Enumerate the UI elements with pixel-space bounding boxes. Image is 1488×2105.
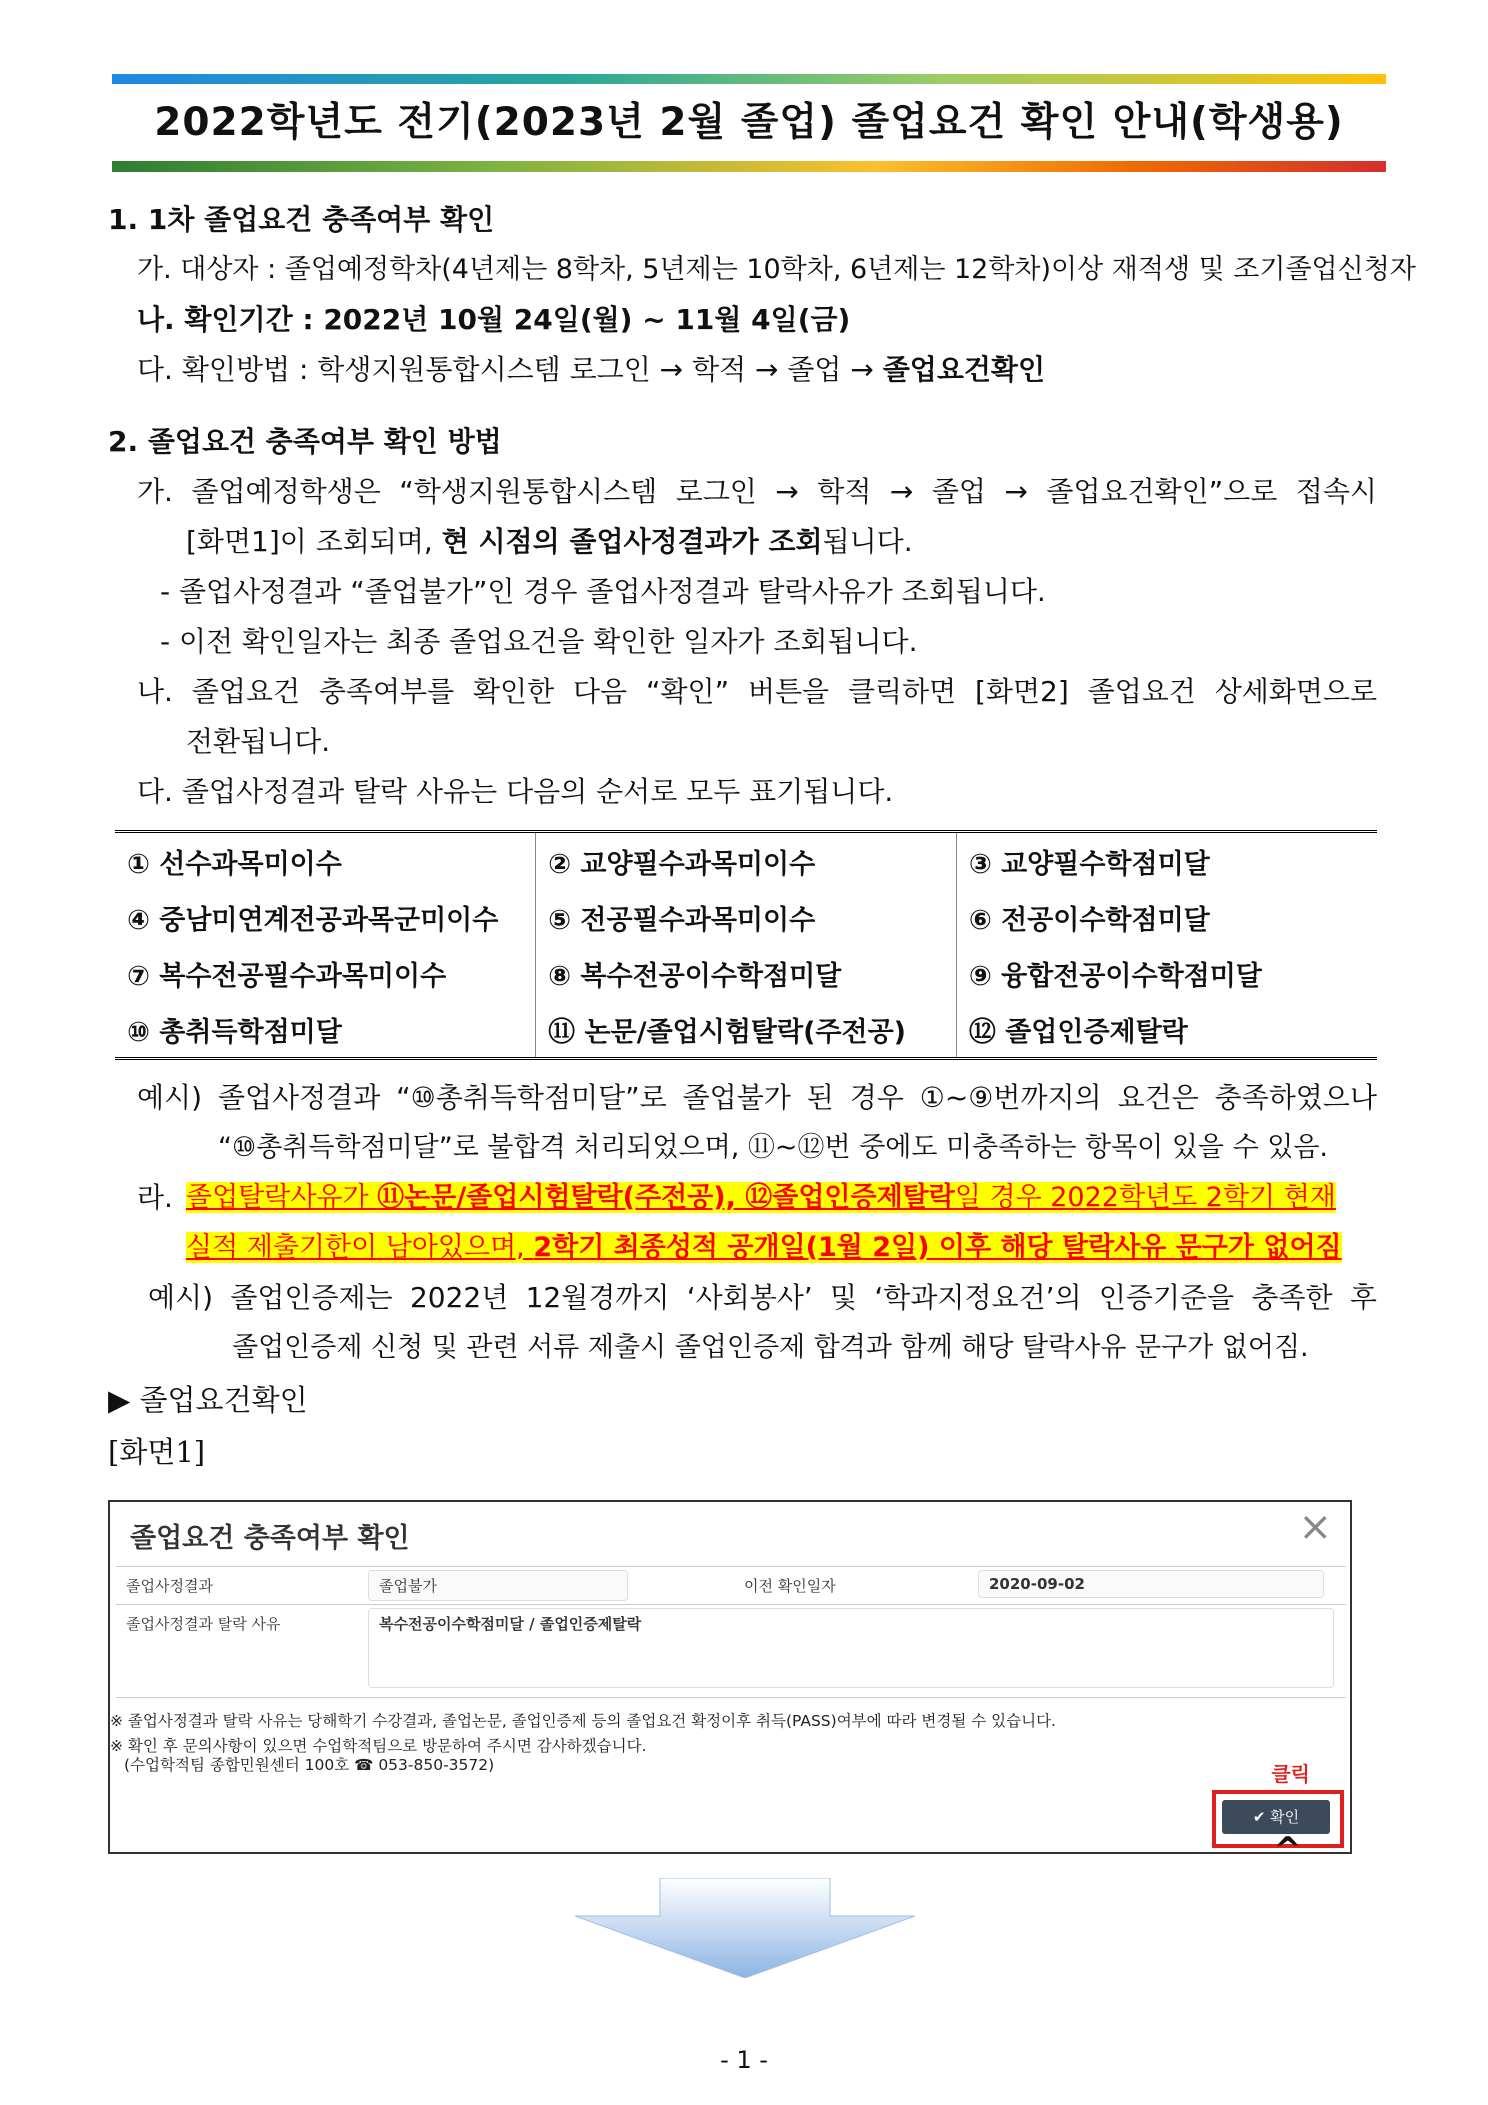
reason-label: 졸업사정결과 탈락 사유 <box>126 1615 281 1633</box>
close-icon[interactable]: × <box>1298 1504 1332 1550</box>
section2-heading: 2. 졸업요건 충족여부 확인 방법 <box>108 425 502 458</box>
example1-line1: 예시) 졸업사정결과 “⑩총취득학점미달”로 졸업불가 된 경우 ①~⑨번까지의 요건은 충족하였으나 <box>137 1081 1377 1114</box>
table-row <box>115 832 1377 890</box>
requirement-cell: ③ 교양필수학점미달 <box>956 832 1377 890</box>
section1-method-text: 다. 확인방법 : 학생지원통합시스템 로그인 → 학적 → 졸업 → <box>137 353 883 386</box>
note-line: (수업학적팀 종합민원센터 100호 ☎ 053-850-3572) <box>124 1756 495 1774</box>
prev-date-field: 2020-09-02 <box>978 1570 1324 1598</box>
section2-ga-line2: [화면1]이 조회되며, 현 시점의 졸업사정결과가 조회됩니다. <box>186 525 913 558</box>
requirements-table <box>115 830 1377 1060</box>
section1-method <box>137 346 1045 394</box>
example2-line1: 예시) 졸업인증제는 2022년 12월경까지 ‘사회봉사’ 및 ‘학과지정요건’의 인증기준을 충족한 후 <box>148 1281 1377 1314</box>
confirm-button[interactable]: ✔ 확인 <box>1222 1800 1330 1834</box>
prev-date-label: 이전 확인일자 <box>744 1577 836 1595</box>
document-title: 2022학년도 전기(2023년 2월 졸업) 졸업요건 확인 안내(학생용) <box>154 100 1344 145</box>
section1-target: 가. 대상자 : 졸업예정학차(4년제는 8학차, 5년제는 10학차, 6년제는 12학차)이상 재적생 및 조기졸업신청자 <box>137 254 1416 285</box>
table-row <box>115 1001 1377 1059</box>
requirement-cell: ⑧ 복수전공이수학점미달 <box>536 945 957 1001</box>
section2-ga-line1: 가. 졸업예정학생은 “학생지원통합시스템 로그인 → 학적 → 졸업 → 졸업요건확인”으로 접속시 <box>137 475 1377 508</box>
requirement-cell: ② 교양필수과목미이수 <box>536 832 957 890</box>
example2-line2: 졸업인증제 신청 및 관련 서류 제출시 졸업인증제 합격과 함께 해당 탈락사유 문구가 없어짐. <box>232 1332 1309 1363</box>
section2-ra-label: 라. <box>137 1181 173 1214</box>
requirement-cell: ⑩ 총취득학점미달 <box>127 1016 342 1048</box>
result-label: 졸업사정결과 <box>126 1577 213 1595</box>
section2-da: 다. 졸업사정결과 탈락 사유는 다음의 순서로 모두 표기됩니다. <box>137 775 894 808</box>
cursor-chevron-icon: ^ <box>1273 1830 1302 1870</box>
requirement-cell: ⑦ 복수전공필수과목미이수 <box>127 960 447 992</box>
title-bottom-bar <box>112 161 1386 172</box>
section1-period: 나. 확인기간 : 2022년 10월 24일(월) ~ 11월 4일(금) <box>137 303 851 336</box>
section2-na-line1: 나. 졸업요건 충족여부를 확인한 다음 “확인” 버튼을 클릭하면 [화면2] 졸업요건 상세화면으로 <box>137 675 1377 708</box>
section1-heading: 1. 1차 졸업요건 충족여부 확인 <box>108 203 495 236</box>
reason-row <box>116 1604 1346 1698</box>
section2-ra-line2: 실적 제출기한이 남아있으며, 2학기 최종성적 공개일(1월 2일) 이후 해당 탈락사유 문구가 없어짐 <box>186 1232 1342 1263</box>
requirement-cell: ⑫ 졸업인증제탈락 <box>956 1001 1377 1059</box>
check-heading: ▶ 졸업요건확인 <box>108 1383 308 1417</box>
requirement-cell: ④ 중남미연계전공과목군미이수 <box>127 904 499 936</box>
result-row <box>116 1566 1346 1605</box>
down-arrow-icon <box>575 1878 915 1978</box>
section2-dash2: - 이전 확인일자는 최종 졸업요건을 확인한 일자가 조회됩니다. <box>160 625 918 658</box>
table-row <box>115 889 1377 945</box>
dialog-title: 졸업요건 충족여부 확인 <box>130 1523 410 1554</box>
title-top-bar <box>112 74 1386 84</box>
screen1-label: [화면1] <box>108 1435 206 1469</box>
note-line: ※ 확인 후 문의사항이 있으면 수업학적팀으로 방문하여 주시면 감사하겠습니다. <box>110 1737 647 1755</box>
section1-method-bold: 졸업요건확인 <box>882 353 1046 386</box>
reason-field: 복수전공이수학점미달 / 졸업인증제탈락 <box>368 1608 1334 1688</box>
section2-ra-line1: 졸업탈락사유가 ⑪논문/졸업시험탈락(주전공), ⑫졸업인증제탈락일 경우 2022학년도 2학기 현재 <box>186 1182 1336 1213</box>
result-field: 졸업불가 <box>368 1570 628 1601</box>
table-row <box>115 945 1377 1001</box>
note-line: ※ 졸업사정결과 탈락 사유는 당해학기 수강결과, 졸업논문, 졸업인증제 등의 졸업요건 확정이후 취득(PASS)여부에 따라 변경될 수 있습니다. <box>110 1712 1056 1730</box>
dialog-notes <box>110 1712 1350 1775</box>
requirement-cell: ⑥ 전공이수학점미달 <box>956 889 1377 945</box>
section2-dash1: - 졸업사정결과 “졸업불가”인 경우 졸업사정결과 탈락사유가 조회됩니다. <box>160 575 1046 608</box>
page-number: - 1 - <box>720 2046 768 2074</box>
screen1-dialog <box>108 1500 1352 1870</box>
click-annotation: 클릭 <box>1271 1762 1310 1786</box>
requirement-cell: ① 선수과목미이수 <box>127 848 342 880</box>
example1-line2: “⑩총취득학점미달”로 불합격 처리되었으며, ⑪~⑫번 중에도 미충족하는 항목이 있을 수 있음. <box>218 1132 1328 1163</box>
requirement-cell: ⑨ 융합전공이수학점미달 <box>956 945 1377 1001</box>
section2-na-line2: 전환됩니다. <box>186 725 331 758</box>
requirement-cell: ⑪ 논문/졸업시험탈락(주전공) <box>536 1001 957 1059</box>
requirement-cell: ⑤ 전공필수과목미이수 <box>536 889 957 945</box>
